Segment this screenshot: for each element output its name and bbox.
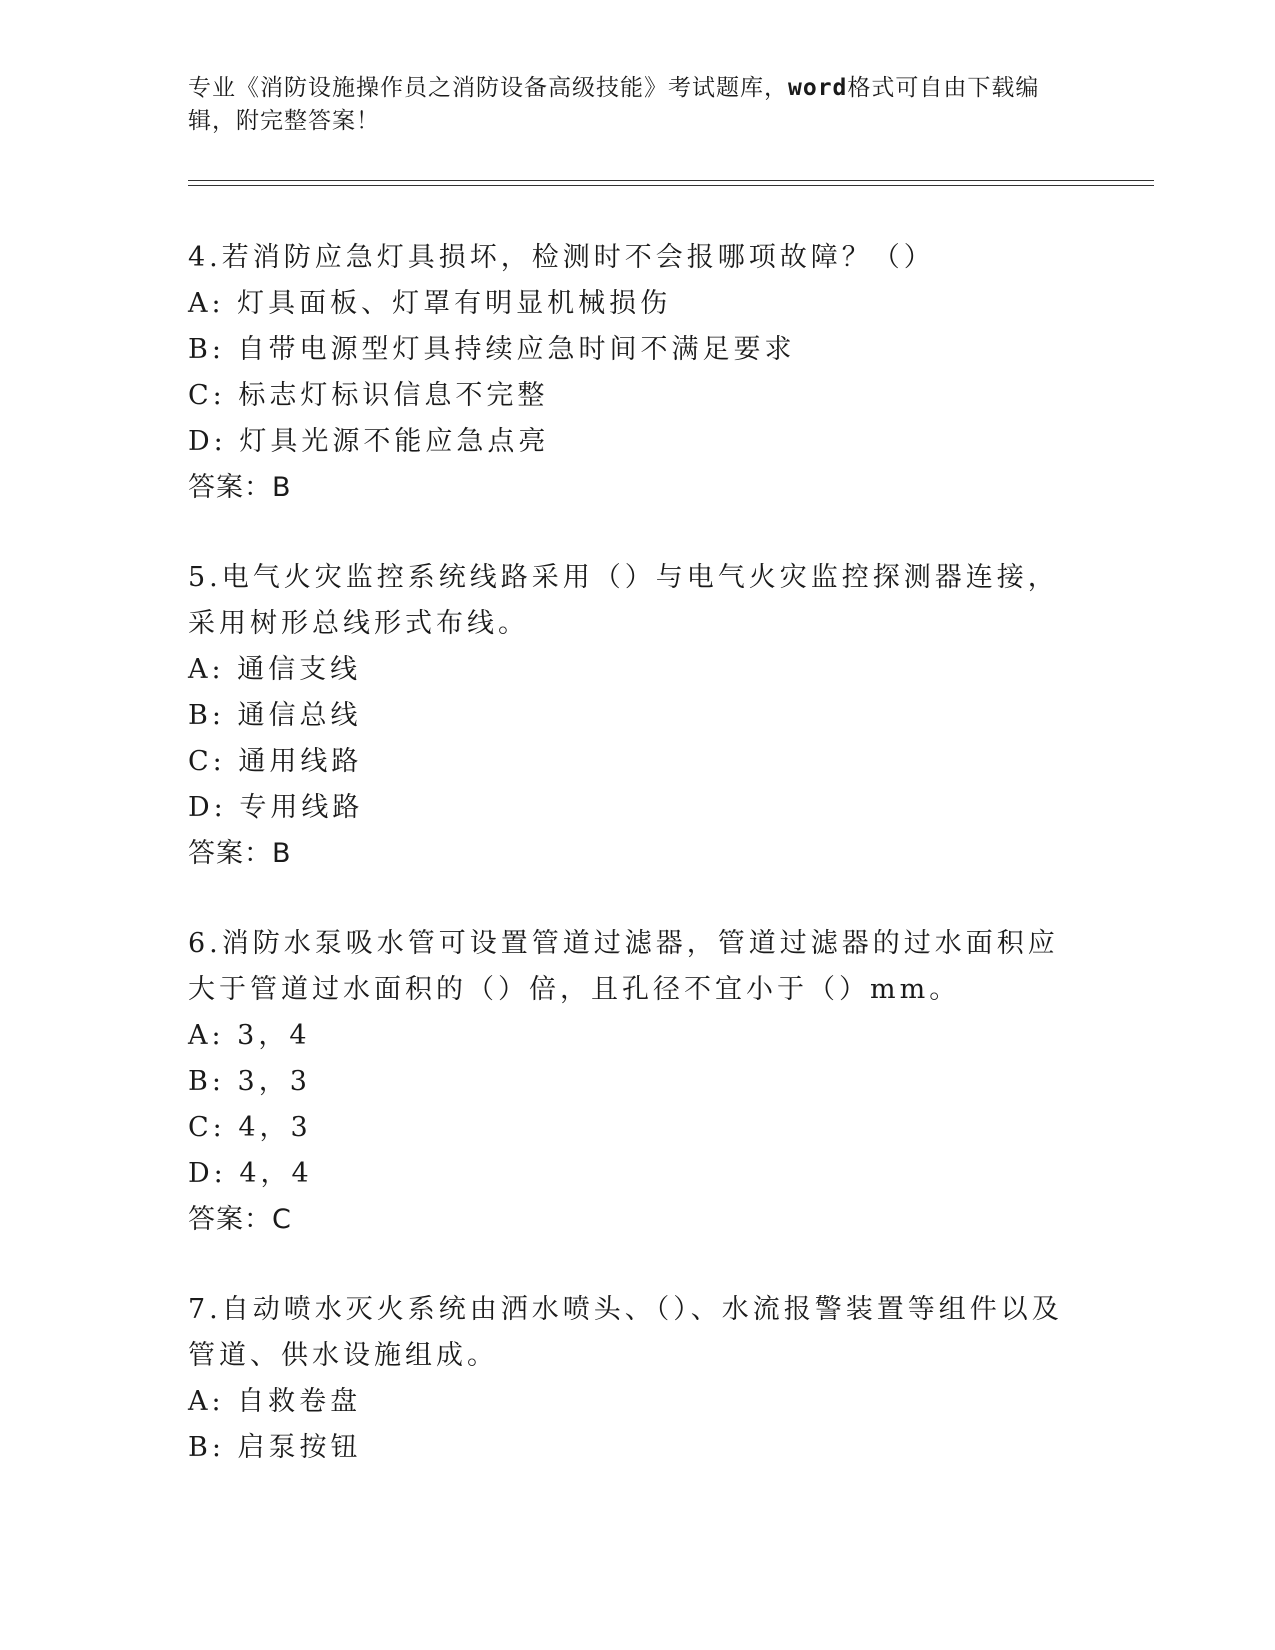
answer-label: 答案：B [188, 838, 292, 869]
question-4 [188, 235, 1068, 511]
header-text-suffix: 格式可自由下载编辑，附完整答案！ [188, 75, 1040, 134]
option-c: C: 通用线路 [188, 746, 363, 777]
question-text: 5.电气火灾监控系统线路采用（）与电气火灾监控探测器连接，采用树形总线形式布线。 [188, 562, 1059, 639]
header-divider-bottom [188, 185, 1154, 186]
question-5 [188, 555, 1068, 877]
question-text: 6.消防水泵吸水管可设置管道过滤器，管道过滤器的过水面积应大于管道过水面积的（）倍，且孔径不宜小于（）mm。 [188, 928, 1059, 1005]
option-d: D: 专用线路 [188, 792, 364, 823]
question-7 [188, 1287, 1068, 1471]
option-c: C: 4，3 [188, 1112, 312, 1143]
answer-label: 答案：B [188, 472, 292, 503]
option-a: A: 3，4 [188, 1020, 311, 1051]
question-text: 7.自动喷水灭火系统由洒水喷头、（）、水流报警装置等组件以及管道、供水设施组成。 [188, 1294, 1063, 1371]
option-a: A: 灯具面板、灯罩有明显机械损伤 [188, 288, 672, 319]
option-b: B: 启泵按钮 [188, 1432, 362, 1463]
header-text-prefix: 专业《消防设施操作员之消防设备高级技能》考试题库， [188, 75, 788, 101]
question-6 [188, 921, 1068, 1243]
header-word-label: word [788, 75, 848, 101]
option-c: C: 标志灯标识信息不完整 [188, 380, 549, 411]
option-b: B: 自带电源型灯具持续应急时间不满足要求 [188, 334, 796, 365]
answer-label: 答案：C [188, 1204, 292, 1235]
option-d: D: 灯具光源不能应急点亮 [188, 426, 550, 457]
document-header [188, 72, 1078, 138]
option-a: A: 通信支线 [188, 654, 362, 685]
question-text: 4.若消防应急灯具损坏，检测时不会报哪项故障？（） [188, 242, 935, 273]
option-d: D: 4，4 [188, 1158, 313, 1189]
header-divider-top [188, 180, 1154, 181]
option-b: B: 3，3 [188, 1066, 311, 1097]
option-b: B: 通信总线 [188, 700, 362, 731]
option-a: A: 自救卷盘 [188, 1386, 362, 1417]
